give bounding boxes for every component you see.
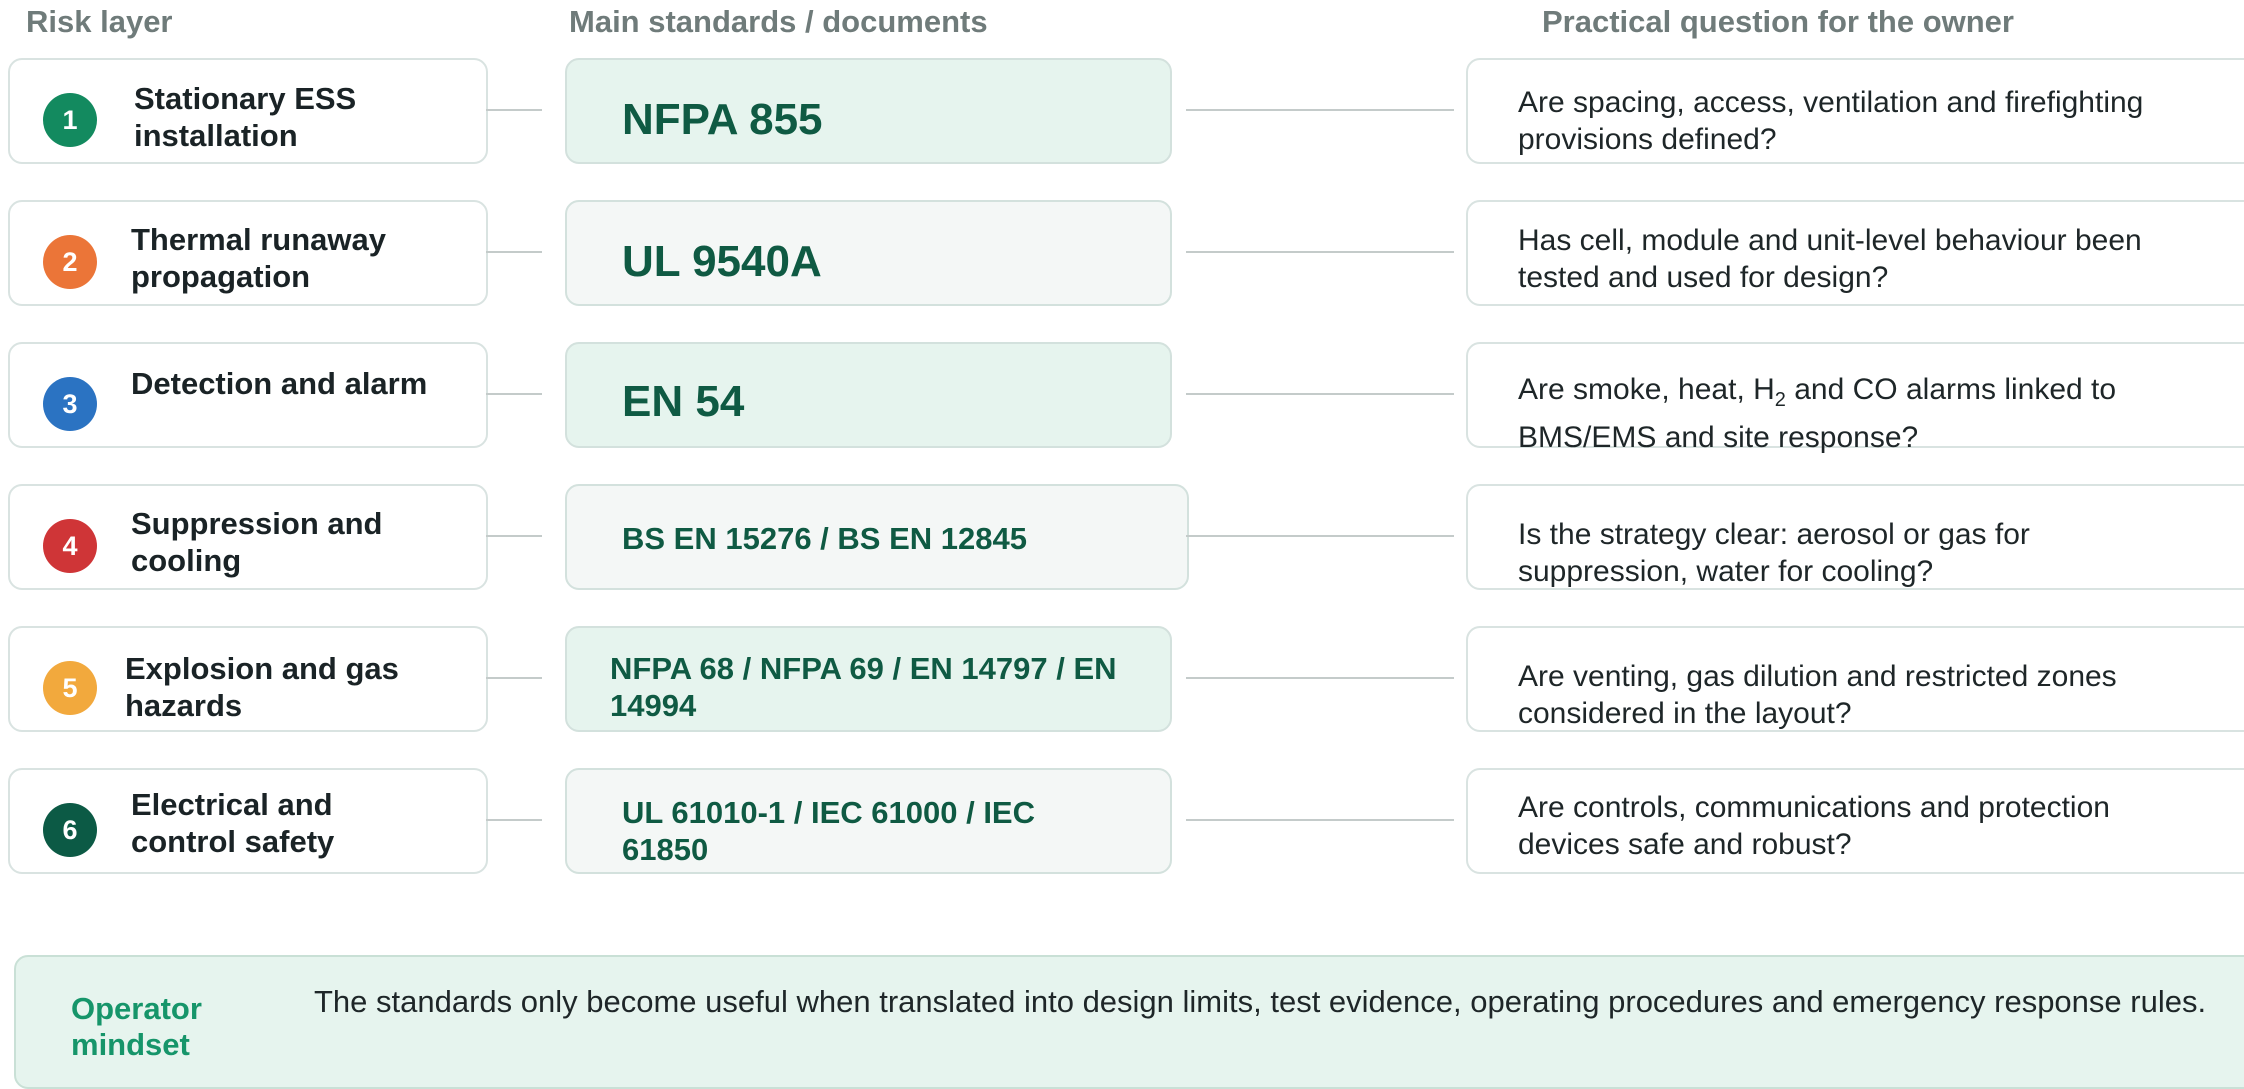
risk-row-6 (0, 768, 2244, 874)
risk-row-4 (0, 484, 2244, 590)
question-card (1466, 626, 2244, 732)
standard-label: UL 9540A (622, 237, 822, 286)
connector-line (1186, 677, 1454, 679)
connector-line (486, 677, 542, 679)
standard-card (565, 768, 1172, 874)
connector-line (1186, 393, 1454, 395)
risk-card (8, 484, 488, 590)
connector-line (486, 535, 542, 537)
standard-label: BS EN 15276 / BS EN 12845 (622, 521, 1027, 556)
connector-line (1186, 109, 1454, 111)
question-text: Has cell, module and unit-level behaviour been tested and used for design? (1518, 224, 2142, 294)
question-card (1466, 342, 2244, 454)
standard-label: UL 61010-1 / IEC 61000 / IEC 61850 (622, 795, 1035, 867)
risk-card (8, 200, 488, 306)
step-number-badge: 4 (43, 519, 97, 573)
col-header-risk: Risk layer (26, 4, 173, 39)
risk-row-3 (0, 342, 2244, 454)
risk-row-2 (0, 200, 2244, 306)
connector-line (486, 251, 542, 253)
question-card (1466, 58, 2244, 164)
risk-card (8, 768, 488, 874)
standard-card (565, 484, 1189, 590)
standard-label: EN 54 (622, 377, 745, 426)
risk-label: Suppression and cooling (131, 506, 383, 578)
connector-line (1186, 251, 1454, 253)
question-text: Are venting, gas dilution and restricted zones considered in the layout? (1518, 660, 2117, 730)
question-text: Are spacing, access, ventilation and firefighting provisions defined? (1518, 86, 2144, 156)
risk-label: Thermal runaway propagation (131, 222, 386, 294)
risk-card (8, 58, 488, 164)
question-card (1466, 484, 2244, 590)
standard-card (565, 200, 1172, 306)
callout-text: The standards only become useful when translated into design limits, test evidence, operating procedures and emergency response rules. (314, 984, 2207, 1019)
standard-card (565, 626, 1172, 732)
risk-label: Electrical and control safety (131, 787, 335, 859)
question-text: Is the strategy clear: aerosol or gas for suppression, water for cooling? (1518, 518, 2030, 588)
step-number-badge: 5 (43, 661, 97, 715)
step-number-badge: 1 (43, 93, 97, 147)
standard-card (565, 58, 1172, 164)
connector-line (486, 819, 542, 821)
risk-card (8, 626, 488, 732)
connector-line (1186, 819, 1454, 821)
question-card (1466, 768, 2244, 874)
col-header-question: Practical question for the owner (1542, 4, 2014, 39)
risk-label: Stationary ESS installation (134, 81, 357, 153)
step-number-badge: 2 (43, 235, 97, 289)
question-text: Are smoke, heat, $H_2$ and CO alarms linked to BMS/EMS and site response? (1518, 373, 2117, 454)
question-card (1466, 200, 2244, 306)
risk-row-1 (0, 58, 2244, 164)
risk-label: Detection and alarm (131, 366, 428, 401)
risk-row-5 (0, 626, 2244, 732)
operator-mindset-callout (14, 955, 2244, 1089)
question-text: Are controls, communications and protection devices safe and robust? (1518, 791, 2110, 861)
connector-line (486, 393, 542, 395)
connector-line (486, 109, 542, 111)
step-number-badge: 3 (43, 377, 97, 431)
col-header-standards: Main standards / documents (569, 4, 988, 39)
subscript-2: 2 (1774, 389, 1786, 411)
connector-line (1186, 535, 1454, 537)
risk-label: Explosion and gas hazards (125, 651, 399, 723)
risk-card (8, 342, 488, 448)
callout-label: Operator mindset (71, 991, 202, 1062)
standard-label: NFPA 855 (622, 95, 823, 144)
standard-card (565, 342, 1172, 448)
step-number-badge: 6 (43, 803, 97, 857)
standard-label: NFPA 68 / NFPA 69 / EN 14797 / EN 14994 (610, 651, 1117, 723)
